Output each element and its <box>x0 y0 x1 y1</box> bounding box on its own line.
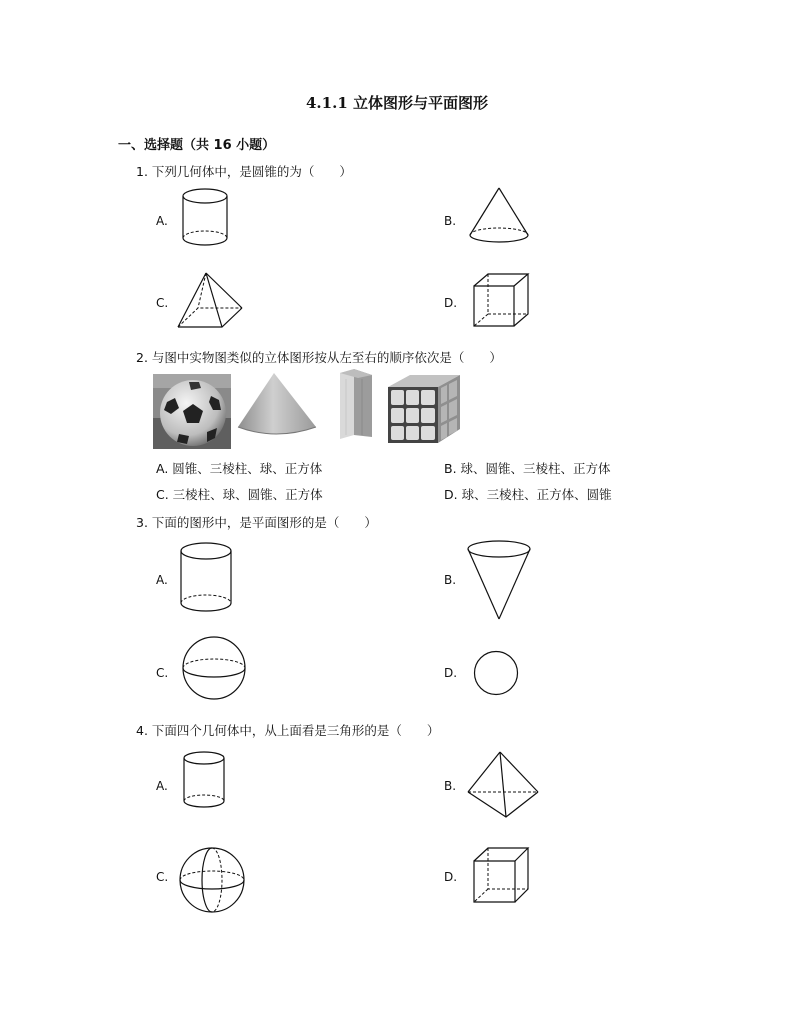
q3-option-d-label: D. <box>444 666 458 680</box>
q4-triangular-pyramid-icon <box>466 750 540 820</box>
q1-option-a-label: A. <box>156 214 168 228</box>
q4-sphere-icon <box>178 846 246 914</box>
q4-option-b-label: B. <box>444 779 457 793</box>
q1-option-b-label: B. <box>444 214 457 228</box>
wooden-cone-photo <box>236 371 318 439</box>
q4-option-d-label: D. <box>444 870 458 884</box>
section-heading: 一、选择题（共 16 小题） <box>118 138 276 153</box>
q4-option-a-label: A. <box>156 779 168 793</box>
q4-cube-icon <box>472 846 530 904</box>
rubik-cube-photo <box>386 373 462 445</box>
q1-option-c-label: C. <box>156 296 169 310</box>
q1-option-d-label: D. <box>444 296 458 310</box>
wooden-prism-photo <box>334 369 374 439</box>
q3-cylinder-icon <box>178 541 234 615</box>
question-3-stem: 3. 下面的图形中，是平面图形的是（ ） <box>136 515 377 530</box>
q1-square-pyramid-icon <box>176 270 244 330</box>
q3-option-b-label: B. <box>444 573 457 587</box>
q3-sphere-icon <box>181 635 247 701</box>
q3-option-c-label: C. <box>156 666 169 680</box>
soccer-ball-photo <box>153 374 231 449</box>
q1-cylinder-icon <box>180 188 230 248</box>
q3-option-a-label: A. <box>156 573 168 587</box>
q1-cone-icon <box>468 186 530 246</box>
q3-inverted-cone-icon <box>466 539 532 621</box>
q3-circle-icon <box>473 650 519 696</box>
question-4-stem: 4. 下面四个几何体中，从上面看是三角形的是（ ） <box>136 723 440 738</box>
q2-answer-c: C. 三棱柱、球、圆锥、正方体 <box>156 487 323 502</box>
q2-answer-a: A. 圆锥、三棱柱、球、正方体 <box>156 461 323 476</box>
question-1-stem: 1. 下列几何体中，是圆锥的为（ ） <box>136 164 352 179</box>
question-2-stem: 2. 与图中实物图类似的立体图形按从左至右的顺序依次是（ ） <box>136 350 502 365</box>
q1-cube-icon <box>472 272 530 328</box>
q4-cylinder-icon <box>181 751 227 809</box>
q4-option-c-label: C. <box>156 870 169 884</box>
page-title: 4.1.1 立体图形与平面图形 <box>306 94 488 112</box>
q2-answer-b: B. 球、圆锥、三棱柱、正方体 <box>444 461 611 476</box>
q2-answer-d: D. 球、三棱柱、正方体、圆锥 <box>444 487 612 502</box>
